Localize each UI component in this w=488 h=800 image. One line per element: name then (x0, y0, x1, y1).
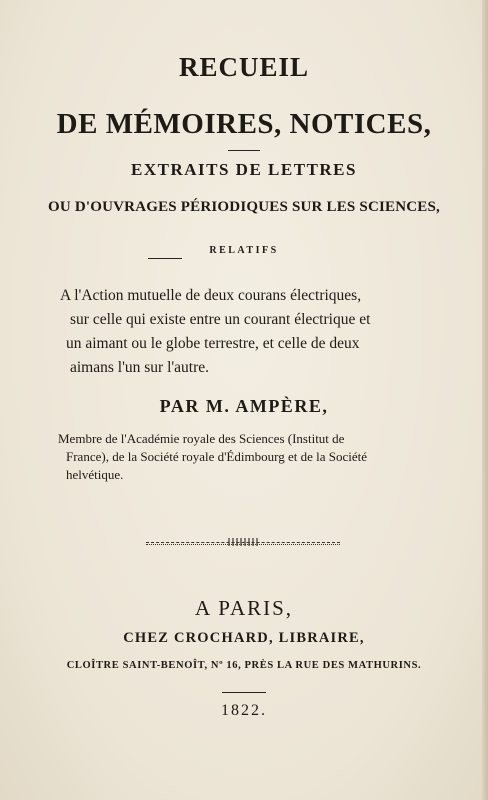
year-rule (222, 692, 266, 693)
title-memoires: DE MÉMOIRES, NOTICES, (56, 108, 432, 140)
subject-line: aimans l'un sur l'autre. (70, 359, 210, 376)
affiliation-line: helvétique. (66, 467, 124, 482)
affiliation-line: Membre de l'Académie royale des Sciences (Institut de (58, 431, 345, 446)
divider-ornament (228, 538, 258, 546)
imprint-publisher: CHEZ CROCHARD, LIBRAIRE, (123, 630, 365, 646)
title-relatifs: RELATIFS (209, 245, 279, 256)
ornamental-divider (146, 540, 340, 546)
relatifs-rule (148, 258, 182, 259)
title-recueil: RECUEIL (178, 52, 310, 82)
subject-paragraph (52, 284, 424, 380)
title-ouvrages: OU D'OUVRAGES PÉRIODIQUES SUR LES SCIENCES, (47, 199, 441, 215)
imprint-address: CLOÎTRE SAINT-BENOÎT, Nº 16, PRÈS LA RUE DES MATHURINS. (66, 660, 422, 671)
subject-line: un aimant ou le globe terrestre, et celle de deux (66, 335, 360, 352)
title-extraits: EXTRAITS DE LETTRES (131, 160, 357, 179)
subject-line: A l'Action mutuelle de deux courans électriques, (60, 287, 362, 304)
subject-line: sur celle qui existe entre un courant électrique et (70, 311, 371, 328)
affiliation-line: France), de la Société royale d'Édimbourg et de la Société (66, 449, 367, 464)
title-rule (228, 150, 260, 151)
imprint-place: A PARIS, (194, 596, 294, 620)
author-affiliation (52, 430, 422, 484)
author-name: PAR M. AMPÈRE, (159, 396, 329, 416)
imprint-year: 1822. (221, 702, 267, 719)
